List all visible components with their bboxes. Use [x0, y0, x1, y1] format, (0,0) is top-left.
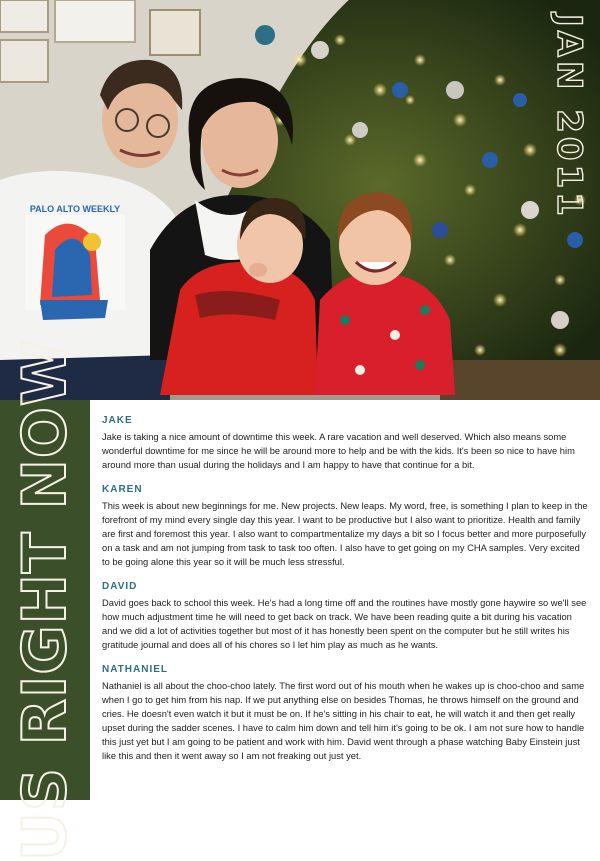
entry-text: Nathaniel is all about the choo-choo lately. The first word out of his mouth when he wakes up is choo-choo and same when I go to get him from his nap. If we put anything else on besides Thomas, he throws himself on the ground and cries. He doesn't even watch it but it must be on. If he's sitting in his chair to eat, he will watch it and then get really upset during the sadder scenes. I have to calm him down and tell him it's going to be ok. I am not sure how to handle this just yet but I am going to be patient and work with him. David went through a phase watching Baby Einstein just like this and then it went away so I am not freaking out just yet. — [102, 681, 585, 761]
entry-name: JAKE — [102, 415, 133, 426]
journal-entry-karen — [102, 484, 590, 569]
journal-entry-jake — [102, 415, 590, 472]
entry-text: Jake is taking a nice amount of downtime this week. A rare vacation and well deserved. Which also means some wonderful downtime for me since he will be around more to help and be with the kids. It's been so nice to have him around more than usual during the holidays and I am happy to have that continue for a bit. — [102, 432, 575, 470]
entry-name: NATHANIEL — [102, 664, 169, 675]
photo-illustration — [0, 0, 600, 400]
entry-name: DAVID — [102, 581, 138, 592]
journal-entries — [102, 415, 590, 775]
journal-entry-nathaniel — [102, 664, 590, 763]
shirt-text: PALO ALTO WEEKLY — [29, 204, 121, 214]
journal-entry-david — [102, 581, 590, 652]
entry-name: KAREN — [102, 484, 143, 495]
photo-date-stamp: JAN 2011 — [549, 14, 589, 220]
side-title: US RIGHT NOW — [10, 338, 80, 861]
entry-text: This week is about new beginnings for me. New projects. New leaps. My word, free, is something I plan to keep in the forefront of my mind every single day this year. I want to be productive but I also want to prioritize. Health and family are first and foremost this year. I also want to compartmentalize my days a bit so I focus better and more purposefully on a task and am not jumping from task to task too often. I also have to get going on my CHA samples. Very excited to be going alone this year so it will be much less stressful. — [102, 501, 588, 567]
entry-text: David goes back to school this week. He's had a long time off and the routines have mostly gone haywire so we'll see how much adjustment time he will need to get back on track. We have been reading quite a bit during his vacation and we did a lot of activities together but most of it has honestly been spent on the computer but he still writes his gratitude journal and does all of his chores so I let him play as much as he wants. — [102, 598, 587, 650]
family-photo — [0, 0, 600, 400]
